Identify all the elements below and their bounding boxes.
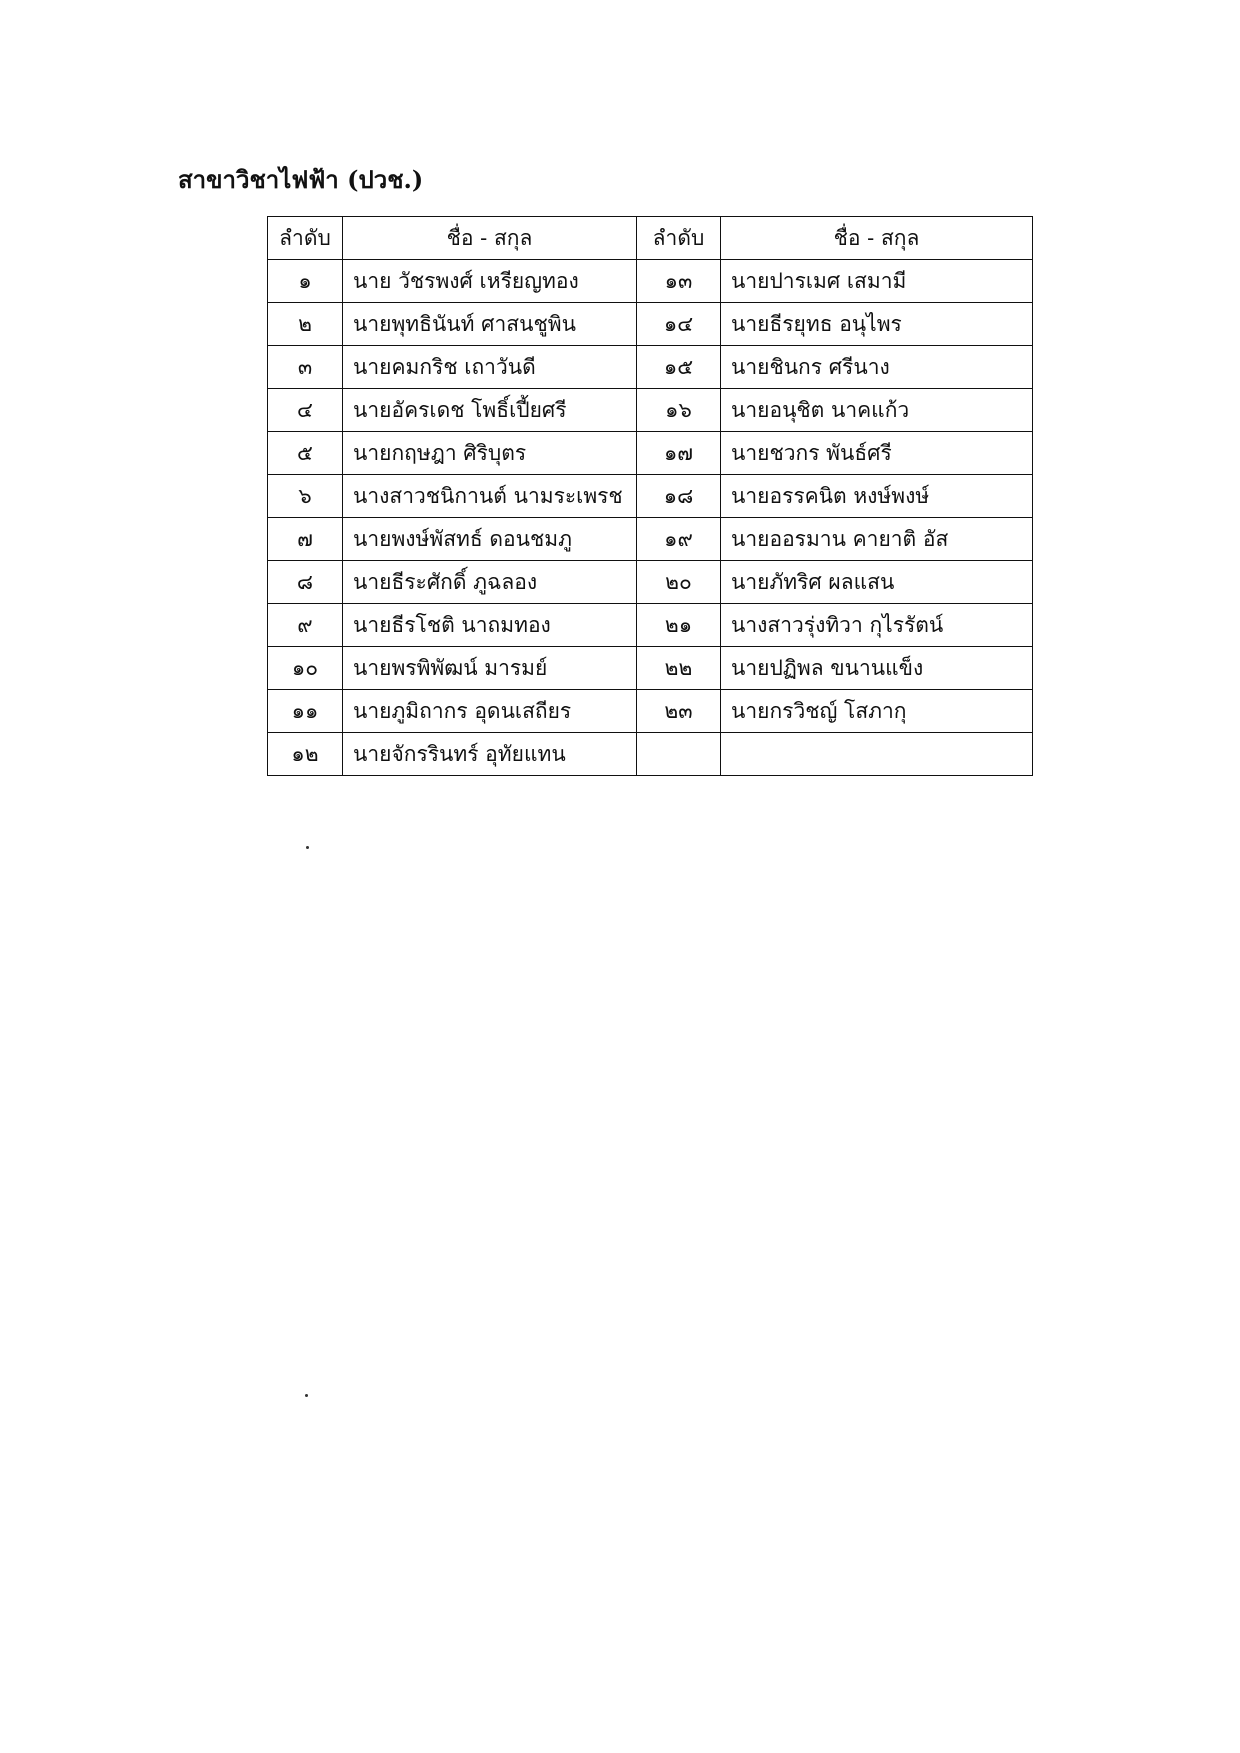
table-row [268,690,1033,733]
student-name-right: นายปฏิพล ขนานแข็ง [721,647,1033,690]
table-row [268,604,1033,647]
row-number-left: ๔ [268,389,343,432]
row-number-left: ๗ [268,518,343,561]
column-header-number-right: ลำดับ [637,217,721,260]
table-row [268,561,1033,604]
row-number-right: ๒๑ [637,604,721,647]
table-row [268,475,1033,518]
table-row [268,389,1033,432]
table-row [268,733,1033,776]
student-name-left: นายกฤษฎา ศิริบุตร [343,432,637,475]
student-name-right: นายออรมาน คายาติ อัส [721,518,1033,561]
student-name-right: นายชวกร พันธ์ศรี [721,432,1033,475]
student-name-table [267,216,1033,776]
table-row [268,346,1033,389]
row-number-right: ๒๓ [637,690,721,733]
student-name-right: นายอรรคนิต หงษ์พงษ์ [721,475,1033,518]
row-number-left: ๓ [268,346,343,389]
student-name-right: นายธีรยุทธ อนุไพร [721,303,1033,346]
student-name-left: นายคมกริช เถาวันดี [343,346,637,389]
table-row [268,260,1033,303]
row-number-left: ๘ [268,561,343,604]
row-number-right: ๑๓ [637,260,721,303]
row-number-right: ๑๕ [637,346,721,389]
student-name-right: นางสาวรุ่งทิวา กุไรรัตน์ [721,604,1033,647]
student-name-left: นายธีระศักดิ์ ภูฉลอง [343,561,637,604]
student-name-right: นายภัทริศ ผลแสน [721,561,1033,604]
scan-speck [306,846,309,849]
column-header-name-right: ชื่อ - สกุล [721,217,1033,260]
row-number-left: ๙ [268,604,343,647]
row-number-right: ๒๒ [637,647,721,690]
column-header-number-left: ลำดับ [268,217,343,260]
page-title: สาขาวิชาไฟฟ้า (ปวช.) [178,165,424,194]
student-name-right: นายปารเมศ เสมามี [721,260,1033,303]
student-name-left: นายจักรรินทร์ อุทัยแทน [343,733,637,776]
table-row [268,647,1033,690]
student-name-left: นายพรพิพัฒน์ มารมย์ [343,647,637,690]
row-number-left: ๑๑ [268,690,343,733]
student-name-right: นายอนุชิต นาคแก้ว [721,389,1033,432]
row-number-left: ๕ [268,432,343,475]
row-number-right: ๑๘ [637,475,721,518]
student-name-right [721,733,1033,776]
scan-speck [305,1394,308,1397]
row-number-right [637,733,721,776]
row-number-right: ๑๖ [637,389,721,432]
table-row [268,432,1033,475]
table-header-row [268,217,1033,260]
row-number-left: ๖ [268,475,343,518]
student-name-left: นายอัครเดช โพธิ์เปี้ยศรี [343,389,637,432]
row-number-left: ๑๐ [268,647,343,690]
table-row [268,303,1033,346]
student-name-left: นายพงษ์พัสทธ์ ดอนชมภู [343,518,637,561]
student-name-right: นายกรวิชญ์ โสภากุ [721,690,1033,733]
row-number-right: ๒๐ [637,561,721,604]
student-name-right: นายชินกร ศรีนาง [721,346,1033,389]
row-number-right: ๑๗ [637,432,721,475]
row-number-left: ๒ [268,303,343,346]
row-number-left: ๑ [268,260,343,303]
student-name-left: นายพุทธินันท์ ศาสนชูพิน [343,303,637,346]
student-name-left: นายธีรโชติ นาถมทอง [343,604,637,647]
column-header-name-left: ชื่อ - สกุล [343,217,637,260]
row-number-right: ๑๔ [637,303,721,346]
table-row [268,518,1033,561]
row-number-right: ๑๙ [637,518,721,561]
student-name-left: นายภูมิถากร อุดนเสถียร [343,690,637,733]
student-name-left: นางสาวชนิกานต์ นามระเพรช [343,475,637,518]
row-number-left: ๑๒ [268,733,343,776]
student-name-left: นาย วัชรพงศ์ เหรียญทอง [343,260,637,303]
